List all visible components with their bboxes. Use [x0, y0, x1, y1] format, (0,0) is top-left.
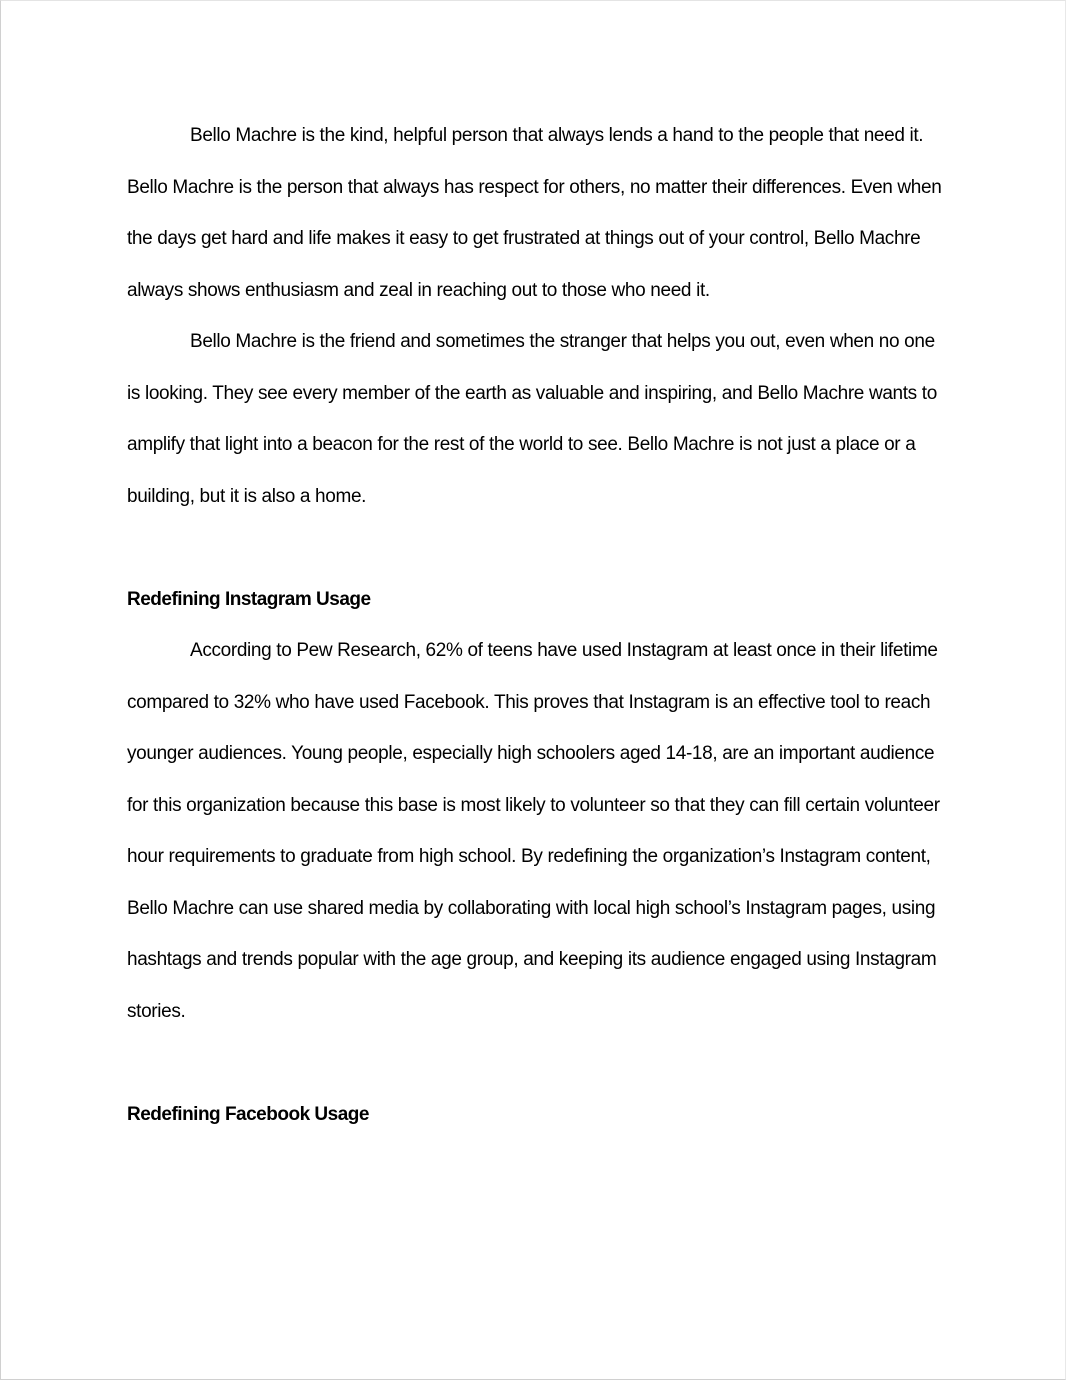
section-spacer — [127, 1037, 952, 1089]
section-spacer — [127, 522, 952, 574]
heading-instagram: Redefining Instagram Usage — [127, 588, 371, 610]
paragraph-intro-1: Bello Machre is the kind, helpful person that always lends a hand to the people that need it. Bello Machre is the person that always has respect for others, no matter their differences. Even when the days get hard and life makes it easy to get frustrated at things out of your control, Bello Machre always shows enthusiasm and zeal in reaching out to those who need it. — [127, 125, 942, 301]
heading-facebook: Redefining Facebook Usage — [127, 1103, 369, 1125]
paragraph-instagram: According to Pew Research, 62% of teens have used Instagram at least once in their lifetime compared to 32% who have used Facebook. This proves that Instagram is an effective tool to reach younger audiences. Young people, especially high schoolers aged 14-18, are an important audience for this organization because this base is most likely to volunteer so that they can fill certain volunteer hour requirements to graduate from high school. By redefining the organization’s Instagram content, Bello Machre can use shared media by collaborating with local high school’s Instagram pages, using hashtags and trends popular with the age group, and keeping its audience engaged using Instagram stories. — [127, 640, 940, 1022]
paragraph-intro-2: Bello Machre is the friend and sometimes the stranger that helps you out, even when no one is looking. They see every member of the earth as valuable and inspiring, and Bello Machre wants to amplify that light into a beacon for the rest of the world to see. Bello Machre is not just a place or a building, but it is also a home. — [127, 331, 937, 507]
document-body — [127, 110, 952, 1140]
